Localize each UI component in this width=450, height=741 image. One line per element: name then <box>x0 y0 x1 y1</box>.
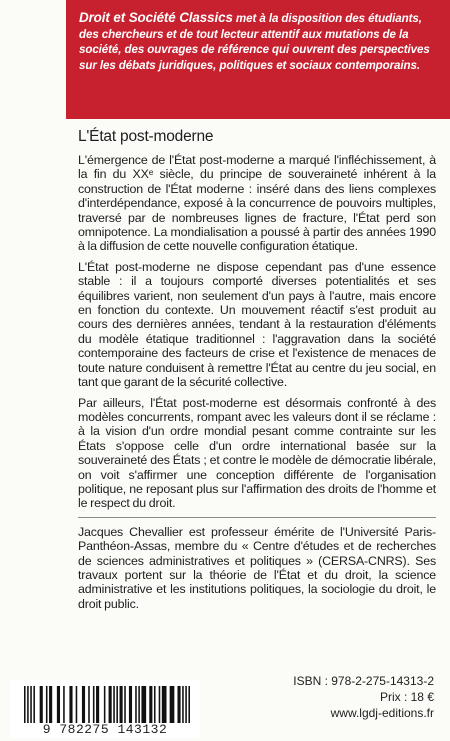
barcode-bar <box>138 686 140 726</box>
barcode-bar <box>135 686 137 726</box>
barcode-bar <box>24 686 26 726</box>
barcode-bar <box>170 686 175 726</box>
barcode-bar <box>69 686 72 726</box>
barcode-bar <box>82 686 85 726</box>
barcode-bar <box>57 686 60 726</box>
publisher-website: www.lgdj-editions.fr <box>330 706 434 720</box>
series-text: met à la disposition des étudiants, des chercheurs et de tout lecteur attentif aux mutations de la société, des ouvrages de référence qui ouvrent des perspectives sur les débats juridiques, politiques et sociaux contemporains. <box>79 12 430 72</box>
barcode-bar <box>159 686 161 726</box>
series-banner <box>66 0 450 119</box>
barcode-bar <box>49 686 52 726</box>
book-title: L'État post-moderne <box>78 128 214 145</box>
series-name: Droit et Société Classics <box>79 10 233 25</box>
summary-section <box>78 128 436 615</box>
barcode-bar <box>46 686 48 726</box>
barcode-bar <box>27 686 29 726</box>
barcode-bar <box>30 686 32 726</box>
barcode-bar <box>88 686 90 726</box>
barcode-bar <box>104 686 106 726</box>
barcode-bar <box>113 686 115 726</box>
barcode-number: 9 782275 143132 <box>12 723 198 737</box>
price: Prix : 18 € <box>379 690 434 704</box>
barcode-bar <box>185 686 187 726</box>
barcode-bar <box>109 686 112 726</box>
barcode-bar <box>40 686 43 726</box>
barcode-bar <box>93 686 95 726</box>
barcode-bar <box>141 686 146 726</box>
barcode-bar <box>76 686 78 726</box>
barcode-bar <box>33 686 35 726</box>
isbn: ISBN : 978-2-275-14313-2 <box>293 674 434 688</box>
barcode-bar <box>149 686 152 726</box>
barcode-bar <box>120 686 123 726</box>
barcode-block <box>10 680 200 738</box>
barcode-bar <box>188 686 190 726</box>
summary-paragraph-2: L'État post-moderne ne dispose cependant pas d'une essence stable : il a toujours comporté diverses potentialités et ses équilibres varient, non seulement d'un pays à l'autre, mais encore en fonction du contexte. Un mouvement réactif s'est produit au cours des dernières années, tendant à la restauration d'éléments du modèle étatique traditionnel : l'aggravation dans la société contemporaine des facteurs de crise et l'existence de menaces de toute nature conduisent à remettre l'État au centre du jeu social, en tant que garant de la sécurité collective. <box>78 259 436 390</box>
author-bio: Jacques Chevallier est professeur émérite de l'Université Paris-Panthéon-Assas, membre du « Centre d'études et de recherches de sciences administratives et politiques » (CERSA-CNRS). Ses travaux portent sur la théorie de l'État et du droit, la science administrative et les institutions politiques, la sociologie du droit, le droit public. <box>78 524 436 611</box>
cover-footer <box>0 674 450 741</box>
barcode-bar <box>154 686 156 726</box>
barcode-bar <box>177 686 180 726</box>
barcode-image <box>22 686 192 726</box>
barcode-bar <box>129 686 132 726</box>
barcode-bar <box>116 686 118 726</box>
barcode-bar <box>124 686 126 726</box>
section-divider <box>78 517 436 518</box>
barcode-bar <box>63 686 65 726</box>
summary-paragraph-3: Par ailleurs, l'État post-moderne est désormais confronté à des modèles concurrents, rompant avec les valeurs dont il se réclame : à la vision d'un ordre mondial pesant comme contrainte sur les États s'oppose celle d'un ordre international basée sur la souveraineté des États ; et contre le modèle de démocratie libérale, on voit s'affirmer une conception différente de l'organisation politique, ne reposant plus sur l'affirmation des droits de l'homme et le respect du droit. <box>78 395 436 511</box>
series-description <box>79 10 440 73</box>
barcode-bar <box>162 686 167 726</box>
barcode-bar <box>182 686 184 726</box>
barcode-bar <box>96 686 99 726</box>
summary-paragraph-1: L'émergence de l'État post-moderne a marqué l'infléchissement, à la fin du XXᵉ siècle, du principe de souveraineté inhérent à la construction de l'État moderne : inséré dans des liens complexes d'interdépendance, exposé à la concurrence de pouvoirs multiples, traversé par de nombreuses lignes de fracture, l'État perd son omnipotence. La mondialisation a poussé à partir des années 1990 à la diffusion de cette nouvelle configuration étatique. <box>78 153 436 254</box>
